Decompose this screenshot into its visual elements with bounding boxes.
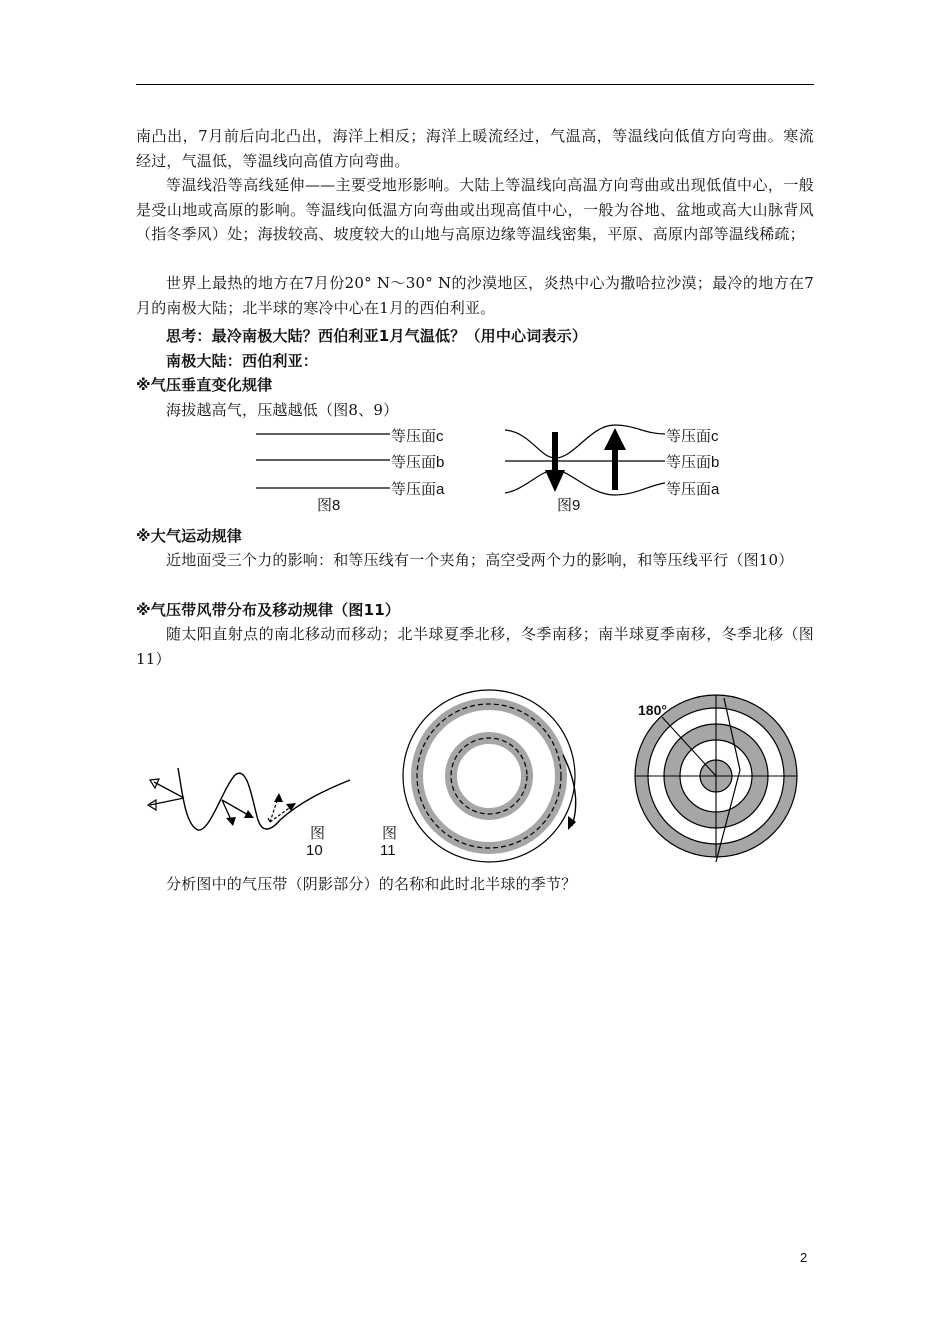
think-question: 思考：最冷南极大陆？西伯利亚1月气温低？（用中心词表示） — [166, 327, 588, 345]
fig9-up-arrow-shaft — [612, 448, 618, 490]
fig9-down-arrow-shaft — [552, 432, 558, 472]
heading-pressure-vertical: ※气压垂直变化规律 — [136, 376, 273, 394]
paragraph-hottest-coldest: 世界上最热的地方在7月份20° N～30° N的沙漠地区，炎热中心为撒哈拉沙漠；最冷的地方在7月的南极大陆；北半球的寒冷中心在1月的西伯利亚。 — [136, 274, 814, 317]
paragraph-wind-forces: 近地面受三个力的影响：和等压线有一个夹角；高空受两个力的影响，和等压线平行（图10） — [166, 551, 794, 569]
think-answer: 南极大陆：西伯利亚： — [166, 352, 319, 370]
heading-pressure-belts: ※气压带风带分布及移动规律（图11） — [136, 601, 401, 619]
heading-atmosphere-motion: ※大气运动规律 — [136, 527, 242, 545]
fig8-caption: 图8 — [317, 497, 341, 514]
figure-11-pressure-belts — [400, 690, 600, 870]
fig10-caption-line1: 图 — [310, 825, 326, 842]
question-pressure-belts: 分析图中的气压带（阴影部分）的名称和此时北半球的季节？ — [166, 875, 577, 893]
fig8-label-c: 等压面c — [391, 428, 444, 445]
fig9-caption: 图9 — [557, 497, 581, 514]
paragraph-belt-movement: 随太阳直射点的南北移动而移动；北半球夏季北移，冬季南移；南半球夏季南移，冬季北移（图11） — [136, 625, 814, 668]
fig-polar-label-180: 180° — [638, 702, 667, 718]
fig9-label-b: 等压面b — [666, 454, 720, 471]
fig10-caption-line2: 10 — [306, 842, 323, 859]
fig9-up-arrow-head — [604, 428, 626, 450]
figure-10-wind-diagram — [140, 760, 360, 840]
fig11-caption-line1: 图 — [382, 825, 398, 842]
paragraph-pressure-altitude: 海拔越高气，压越越低（图8、9） — [166, 401, 399, 419]
fig9-label-a: 等压面a — [666, 481, 720, 498]
figure-9-isobaric-surfaces — [500, 420, 670, 500]
paragraph-isotherm-sea: 南凸出，7月前后向北凸出，海洋上相反；海洋上暖流经过，气温高，等温线向低值方向弯曲。寒流经过，气温低，等温线向高值方向弯曲。 — [136, 127, 814, 170]
figure-8-isobaric-surfaces — [250, 425, 400, 505]
fig11-caption-line2: 11 — [380, 842, 396, 859]
fig8-label-a: 等压面a — [391, 481, 445, 498]
fig9-label-c: 等压面c — [666, 428, 719, 445]
page-number: 2 — [800, 1250, 808, 1265]
fig8-label-b: 等压面b — [391, 454, 445, 471]
paragraph-isotherm-terrain: 等温线沿等高线延伸——主要受地形影响。大陆上等温线向高温方向弯曲或出现低值中心，一般是受山地或高原的影响。等温线向低温方向弯曲或出现高值中心，一般为谷地、盆地或高大山脉背风（指冬季风）处；海拔较高、坡度较大的山地与高原边缘等温线密集，平原、高原内部等温线稀疏； — [136, 176, 814, 243]
fig9-down-arrow-head — [545, 470, 565, 492]
header-rule — [136, 84, 814, 85]
